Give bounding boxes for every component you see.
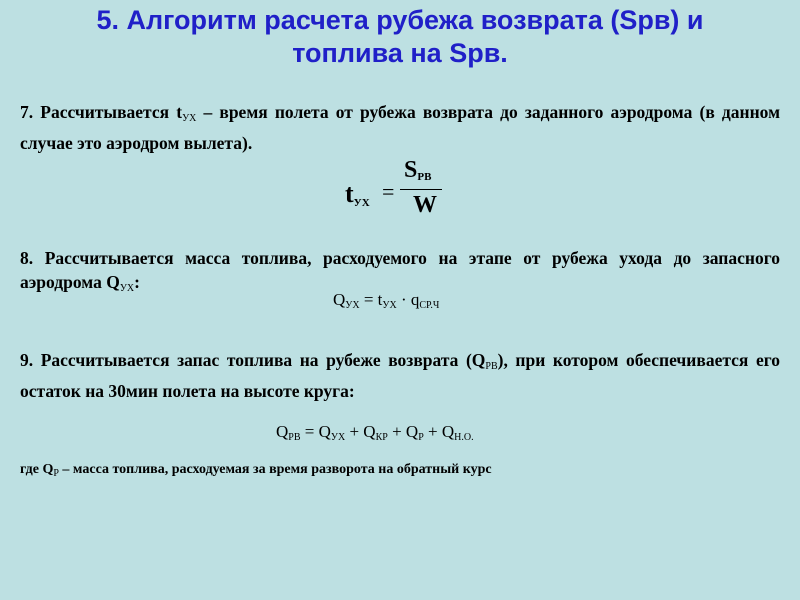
formula-q-rv: $Q_{РВ} = Q_{УХ} + Q_{КР} + Q_Р + Q_{Н.О.}$: [276, 422, 474, 443]
formula-q-ux: $Q_{УХ} = t_{УХ} \cdot q_{СР.Ч}$: [333, 290, 440, 311]
title-line-1: 5. Алгоритм расчета рубежа возврата (Sрв) и: [96, 5, 704, 35]
item-9-paragraph: [20, 348, 780, 403]
item-7-rest: – время полета от рубежа возврата до заданного аэродрома (в данном случае это аэродром вылета).: [20, 102, 780, 153]
item-7-sub: УХ: [182, 113, 197, 124]
item-9-sub: РВ: [485, 361, 498, 372]
item-8-tail: :: [134, 272, 140, 292]
item-9-rest: ), при котором обеспечивается его остаток на 30мин полета на высоте круга:: [20, 350, 780, 401]
fraction-bar: [400, 189, 442, 190]
formula-t-ux: [340, 155, 480, 225]
item-7-paragraph: [20, 100, 780, 155]
footnote: где $Q_Р$ – масса топлива, расходуемая за время разворота на обратный курс: [20, 462, 492, 479]
formula-1-numerator: SРВ: [404, 157, 432, 183]
formula-1-denominator: W: [413, 192, 437, 218]
item-8-sub: УХ: [119, 283, 135, 294]
formula-1-equals: =: [382, 179, 395, 204]
formula-1-t: tУХ: [345, 179, 370, 209]
item-8-lead: 8. Рассчитывается масса топлива, расходуемого на этапе от рубежа ухода до запасного аэродрома Q: [20, 248, 780, 292]
item-7-lead: 7. Рассчитывается t: [20, 102, 183, 122]
item-9-lead: 9. Рассчитывается запас топлива на рубеже возврата (Q: [20, 350, 486, 370]
title-line-2: топлива на Sрв.: [292, 38, 508, 68]
page-title: [0, 4, 800, 70]
